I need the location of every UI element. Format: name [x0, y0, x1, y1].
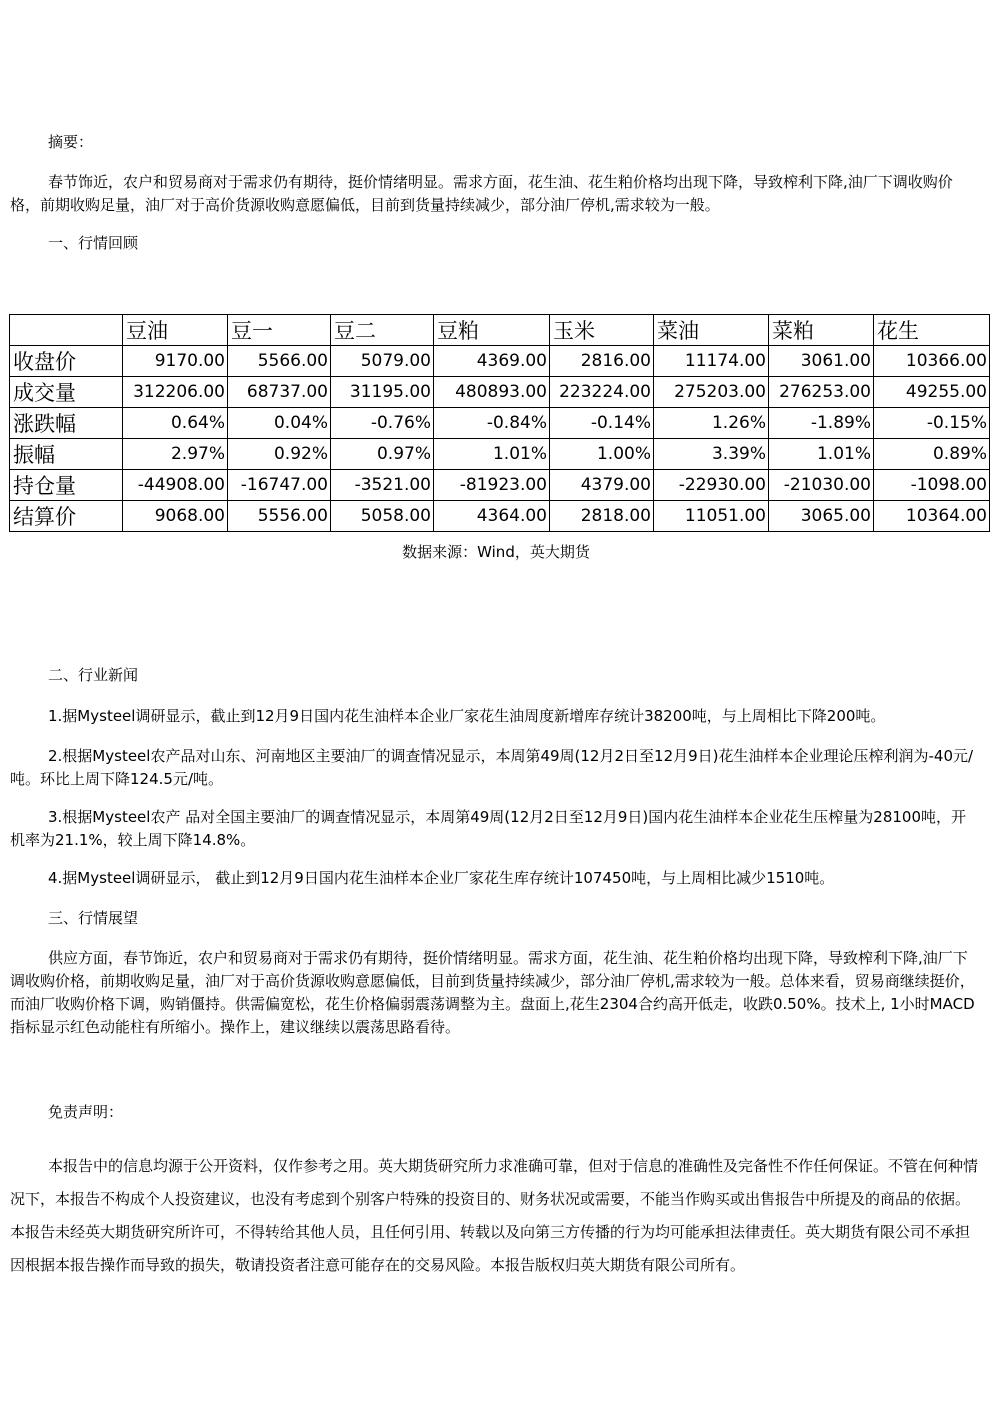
- table-cell: 1.01%: [434, 439, 550, 470]
- table-cell: 2.97%: [123, 439, 228, 470]
- table-cell: 49255.00: [874, 377, 990, 408]
- news-item: 4.据Mysteel调研显示， 截止到12月9日国内花生油样本企业厂家花生库存统计107450吨，与上周相比减少1510吨。: [48, 869, 835, 887]
- section-outlook-heading: 三、行情展望: [48, 909, 139, 927]
- table-header-row: [10, 315, 990, 346]
- data-source-note: 数据来源：Wind，英大期货: [402, 543, 590, 561]
- table-cell: 4379.00: [550, 470, 654, 501]
- column-header: 豆粕: [434, 315, 550, 346]
- table-cell: 1.26%: [654, 408, 769, 439]
- table-row: [10, 346, 990, 377]
- market-table: [9, 314, 990, 532]
- outlook-paragraph: 供应方面，春节饰近，农户和贸易商对于需求仍有期待，挺价情绪明显。需求方面，花生油、花生粕价格均出现下降，导致榨利下降,油厂下调收购价格，前期收购足量，油厂对于高价货源收购意愿偏低，目前到货量持续减少，部分油厂停机,需求较为一般。总体来看，贸易商继续挺价，而油厂收购价格下调，购销僵持。供需偏宽松，花生价格偏弱震荡调整为主。盘面上,花生2304合约高开低走，收跌0.50%。技术上, 1小时MACD指标显示红色动能柱有所缩小。操作上，建议继续以震荡思路看待。: [10, 949, 975, 1036]
- table-cell: -16747.00: [228, 470, 331, 501]
- news-item: 2.根据Mysteel农产品对山东、河南地区主要油厂的调查情况显示，本周第49周(12月2日至12月9日)花生油样本企业理论压榨利润为-40元/吨。环比上周下降124.5元/吨。: [10, 747, 974, 788]
- table-cell: 0.97%: [331, 439, 434, 470]
- table-cell: 5079.00: [331, 346, 434, 377]
- column-header: 菜油: [654, 315, 769, 346]
- table-cell: -3521.00: [331, 470, 434, 501]
- row-label: 结算价: [10, 501, 123, 532]
- section-industry-news-heading: 二、行业新闻: [48, 666, 139, 684]
- table-cell: 223224.00: [550, 377, 654, 408]
- column-header: 玉米: [550, 315, 654, 346]
- column-header: 豆二: [331, 315, 434, 346]
- table-cell: 0.92%: [228, 439, 331, 470]
- table-cell: 3061.00: [769, 346, 874, 377]
- column-header: 花生: [874, 315, 990, 346]
- table-cell: -22930.00: [654, 470, 769, 501]
- table-cell: -0.84%: [434, 408, 550, 439]
- table-cell: -1.89%: [769, 408, 874, 439]
- table-cell: 0.64%: [123, 408, 228, 439]
- table-row: [10, 470, 990, 501]
- table-row: [10, 501, 990, 532]
- section-market-review-heading: 一、行情回顾: [48, 234, 139, 252]
- table-cell: -0.15%: [874, 408, 990, 439]
- table-cell: -0.14%: [550, 408, 654, 439]
- table-cell: 2816.00: [550, 346, 654, 377]
- table-cell: 0.04%: [228, 408, 331, 439]
- table-row: [10, 439, 990, 470]
- table-cell: 3065.00: [769, 501, 874, 532]
- table-cell: 3.39%: [654, 439, 769, 470]
- table-cell: 275203.00: [654, 377, 769, 408]
- table-cell: 276253.00: [769, 377, 874, 408]
- table-cell: 5556.00: [228, 501, 331, 532]
- column-header: 菜粕: [769, 315, 874, 346]
- table-row: [10, 408, 990, 439]
- table-cell: 9068.00: [123, 501, 228, 532]
- table-cell: 9170.00: [123, 346, 228, 377]
- table-cell: 480893.00: [434, 377, 550, 408]
- table-cell: 312206.00: [123, 377, 228, 408]
- table-cell: 5058.00: [331, 501, 434, 532]
- summary-heading: 摘要：: [48, 133, 94, 151]
- row-label: 涨跌幅: [10, 408, 123, 439]
- column-header: 豆油: [123, 315, 228, 346]
- table-cell: 0.89%: [874, 439, 990, 470]
- table-cell: 1.01%: [769, 439, 874, 470]
- table-cell: 11051.00: [654, 501, 769, 532]
- table-cell: 31195.00: [331, 377, 434, 408]
- table-cell: -1098.00: [874, 470, 990, 501]
- disclaimer-heading: 免责声明：: [48, 1103, 124, 1121]
- table-cell: 10364.00: [874, 501, 990, 532]
- news-item: 1.据Mysteel调研显示，截止到12月9日国内花生油样本企业厂家花生油周度新增库存统计38200吨，与上周相比下降200吨。: [48, 707, 886, 725]
- news-item: 3.根据Mysteel农产 品对全国主要油厂的调查情况显示，本周第49周(12月2日至12月9日)国内花生油样本企业花生压榨量为28100吨，开机率为21.1%，较上周下降14.8%。: [10, 808, 966, 849]
- table-cell: 1.00%: [550, 439, 654, 470]
- table-cell: -81923.00: [434, 470, 550, 501]
- table-cell: -21030.00: [769, 470, 874, 501]
- row-label: 持仓量: [10, 470, 123, 501]
- table-cell: -0.76%: [331, 408, 434, 439]
- row-label: 振幅: [10, 439, 123, 470]
- table-cell: 4364.00: [434, 501, 550, 532]
- table-cell: 5566.00: [228, 346, 331, 377]
- table-cell: 2818.00: [550, 501, 654, 532]
- table-cell: 11174.00: [654, 346, 769, 377]
- table-cell: -44908.00: [123, 470, 228, 501]
- row-label: 成交量: [10, 377, 123, 408]
- column-header: 豆一: [228, 315, 331, 346]
- table-cell: 68737.00: [228, 377, 331, 408]
- summary-paragraph: 春节饰近，农户和贸易商对于需求仍有期待，挺价情绪明显。需求方面，花生油、花生粕价格均出现下降，导致榨利下降,油厂下调收购价格，前期收购足量，油厂对于高价货源收购意愿偏低，目前到货量持续减少，部分油厂停机,需求较为一般。: [10, 173, 953, 214]
- disclaimer-paragraph: 本报告中的信息均源于公开资料，仅作参考之用。英大期货研究所力求准确可靠，但对于信息的准确性及完备性不作任何保证。不管在何种情况下，本报告不构成个人投资建议，也没有考虑到个别客户特殊的投资目的、财务状况或需要，不能当作购买或出售报告中所提及的商品的依据。本报告未经英大期货研究所许可，不得转给其他人员，且任何引用、转载以及向第三方传播的行为均可能承担法律责任。英大期货有限公司不承担因根据本报告操作而导致的损失，敬请投资者注意可能存在的交易风险。本报告版权归英大期货有限公司所有。: [10, 1157, 979, 1274]
- header-corner-cell: [10, 315, 123, 346]
- table-cell: 4369.00: [434, 346, 550, 377]
- table-row: [10, 377, 990, 408]
- table-cell: 10366.00: [874, 346, 990, 377]
- row-label: 收盘价: [10, 346, 123, 377]
